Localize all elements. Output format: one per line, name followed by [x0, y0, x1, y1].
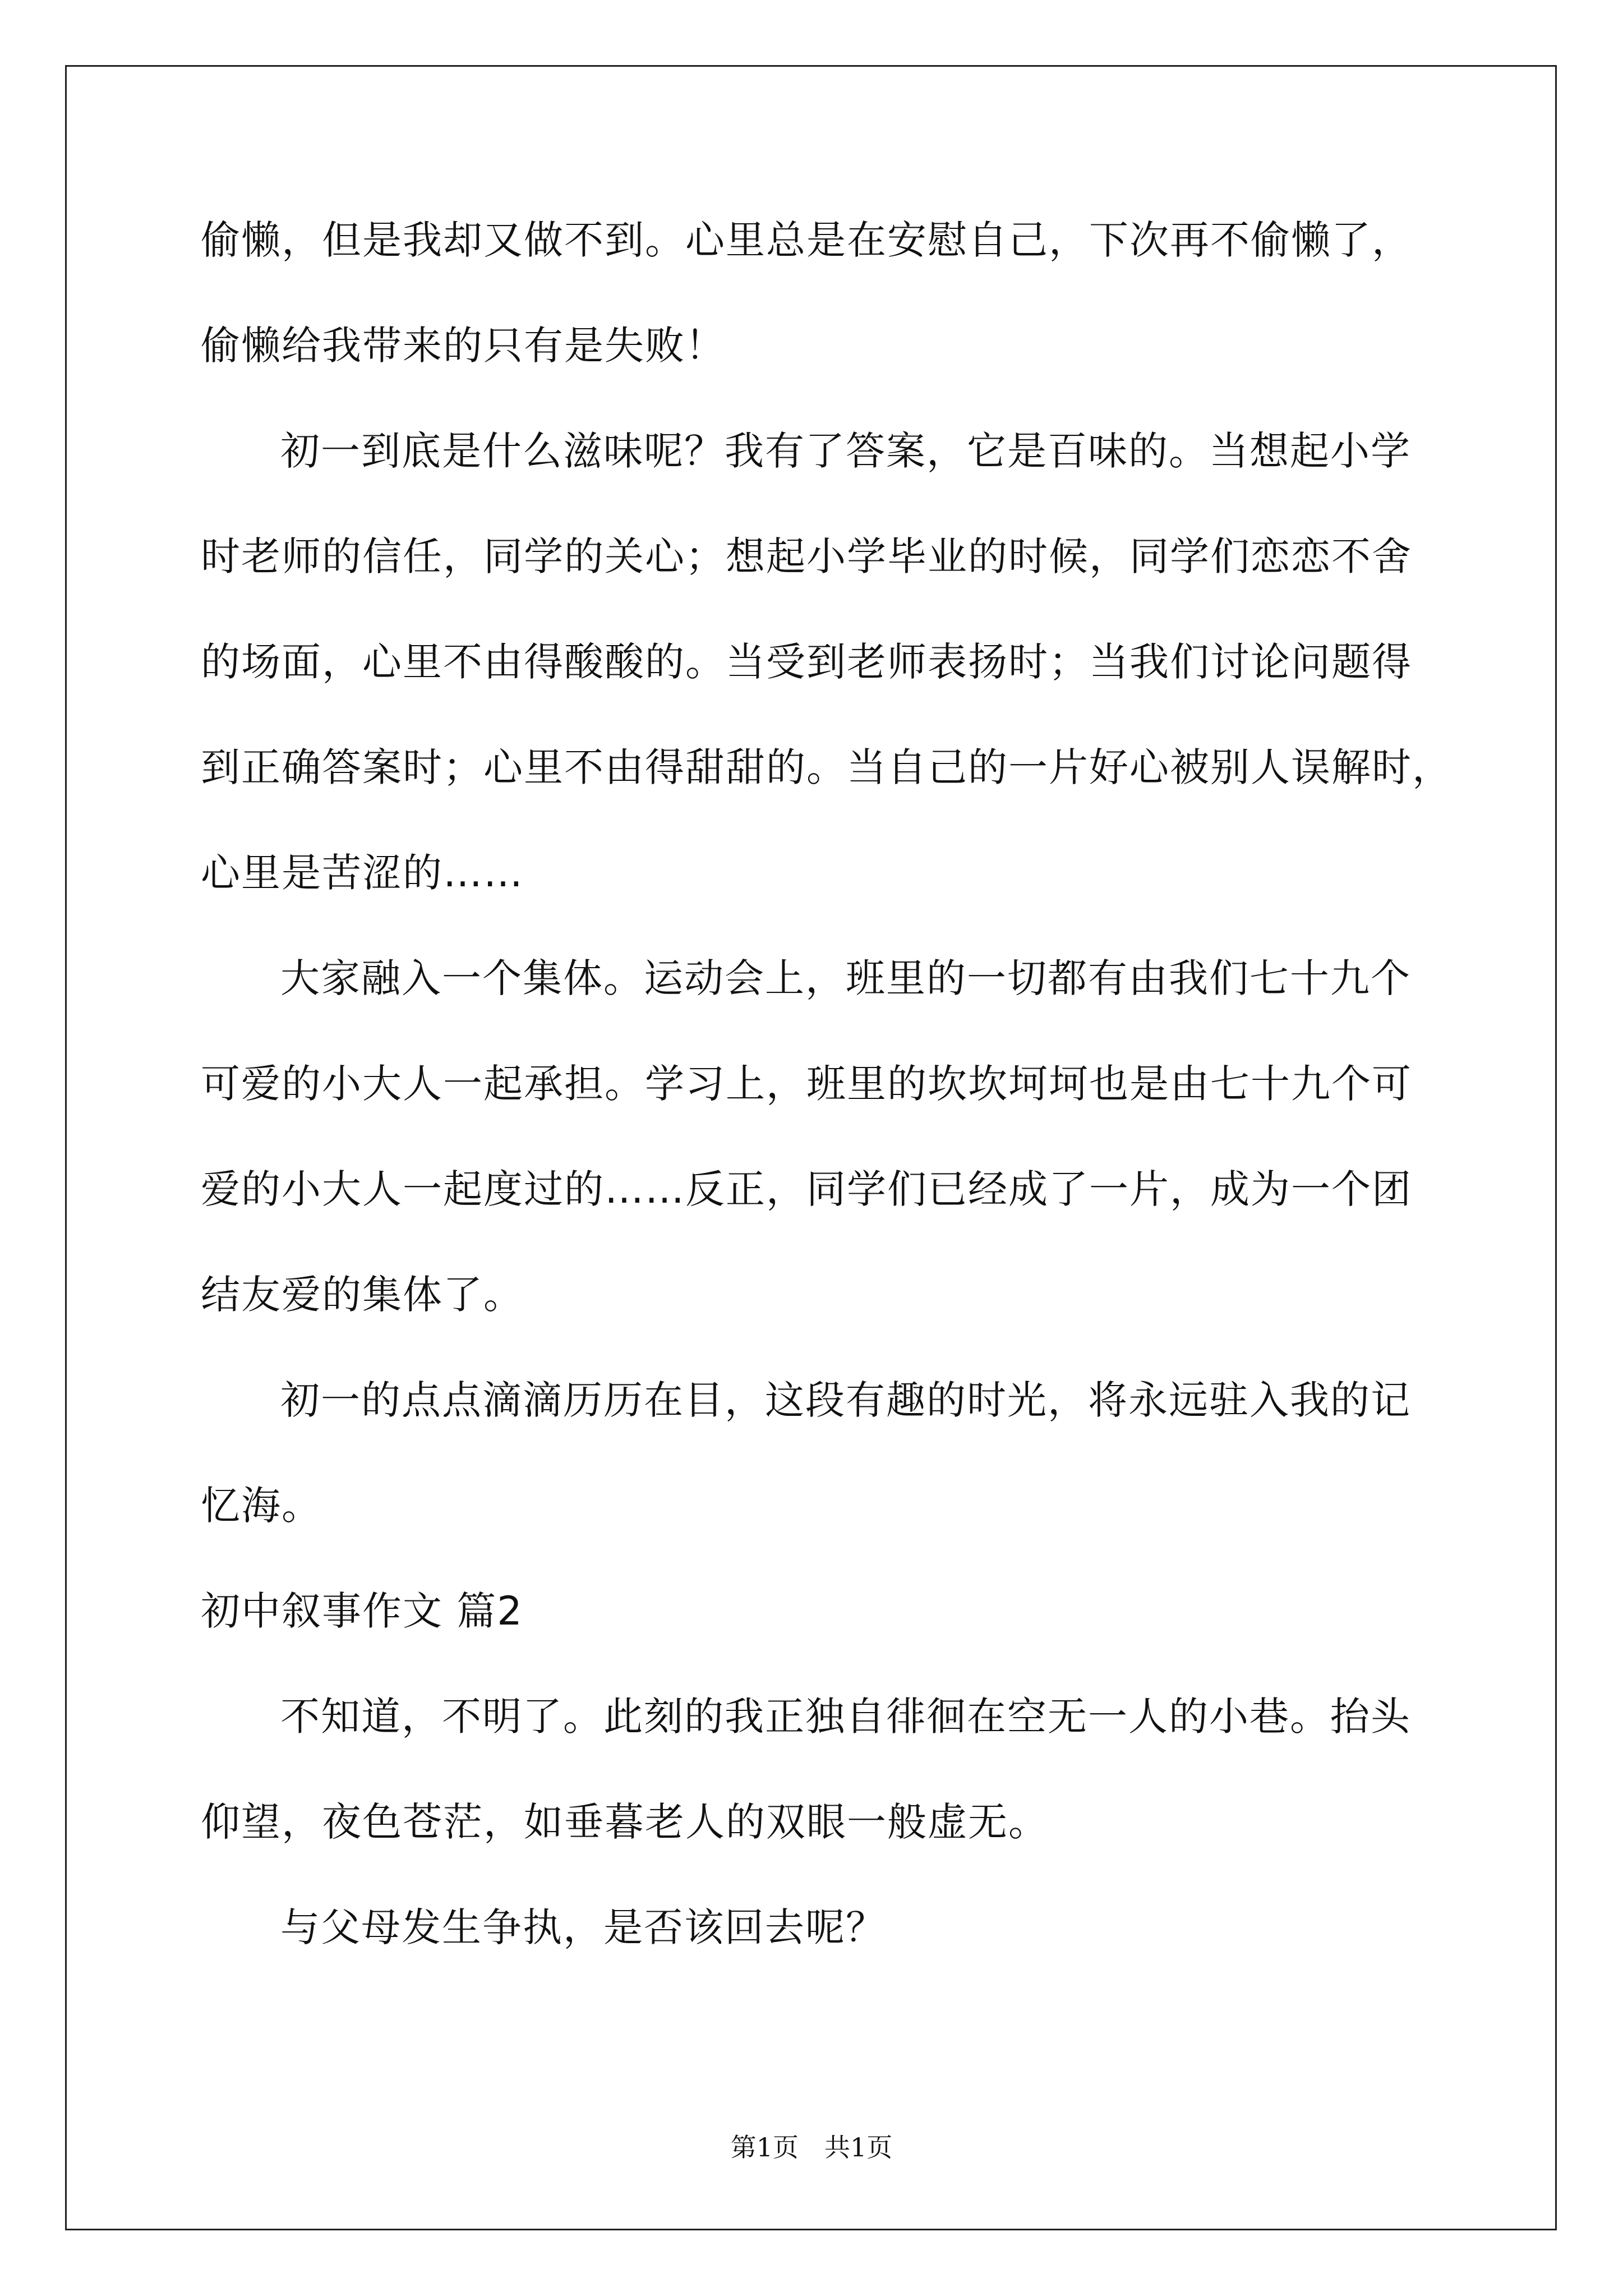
text-line: 时老师的信任，同学的关心；想起小学毕业的时候，同学们恋恋不舍: [201, 533, 1412, 579]
text-line: 可爱的小大人一起承担。学习上，班里的坎坎坷坷也是由七十九个可: [201, 1061, 1412, 1107]
text-line: 大家融入一个集体。运动会上，班里的一切都有由我们七十九个: [280, 955, 1411, 1001]
text-line: 初一到底是什么滋味呢？我有了答案，它是百味的。当想起小学: [280, 428, 1411, 474]
text-line: 初一的点点滴滴历历在目，这段有趣的时光，将永远驻入我的记: [280, 1377, 1411, 1423]
text-line: 到正确答案时；心里不由得甜甜的。当自己的一片好心被别人误解时，: [201, 744, 1453, 790]
page-number: 第1页 共1页: [730, 2132, 893, 2162]
text-line: 的场面，心里不由得酸酸的。当受到老师表扬时；当我们讨论问题得: [201, 639, 1412, 685]
text-line: 偷懒，但是我却又做不到。心里总是在安慰自己，下次再不偷懒了，: [201, 217, 1412, 263]
text-line: 心里是苦涩的……: [201, 850, 524, 896]
section-heading: 初中叙事作文 篇2: [201, 1588, 523, 1634]
text-line: 偷懒给我带来的只有是失败！: [201, 323, 726, 369]
text-line: 爱的小大人一起度过的……反正，同学们已经成了一片，成为一个团: [201, 1166, 1412, 1212]
text-line: 仰望，夜色苍茫，如垂暮老人的双眼一般虚无。: [201, 1799, 1049, 1845]
text-line: 与父母发生争执，是否该回去呢？: [280, 1904, 886, 1950]
text-line: 不知道，不明了。此刻的我正独自徘徊在空无一人的小巷。抬头: [280, 1694, 1411, 1740]
text-line: 忆海。: [201, 1483, 322, 1529]
text-line: 结友爱的集体了。: [201, 1272, 524, 1318]
